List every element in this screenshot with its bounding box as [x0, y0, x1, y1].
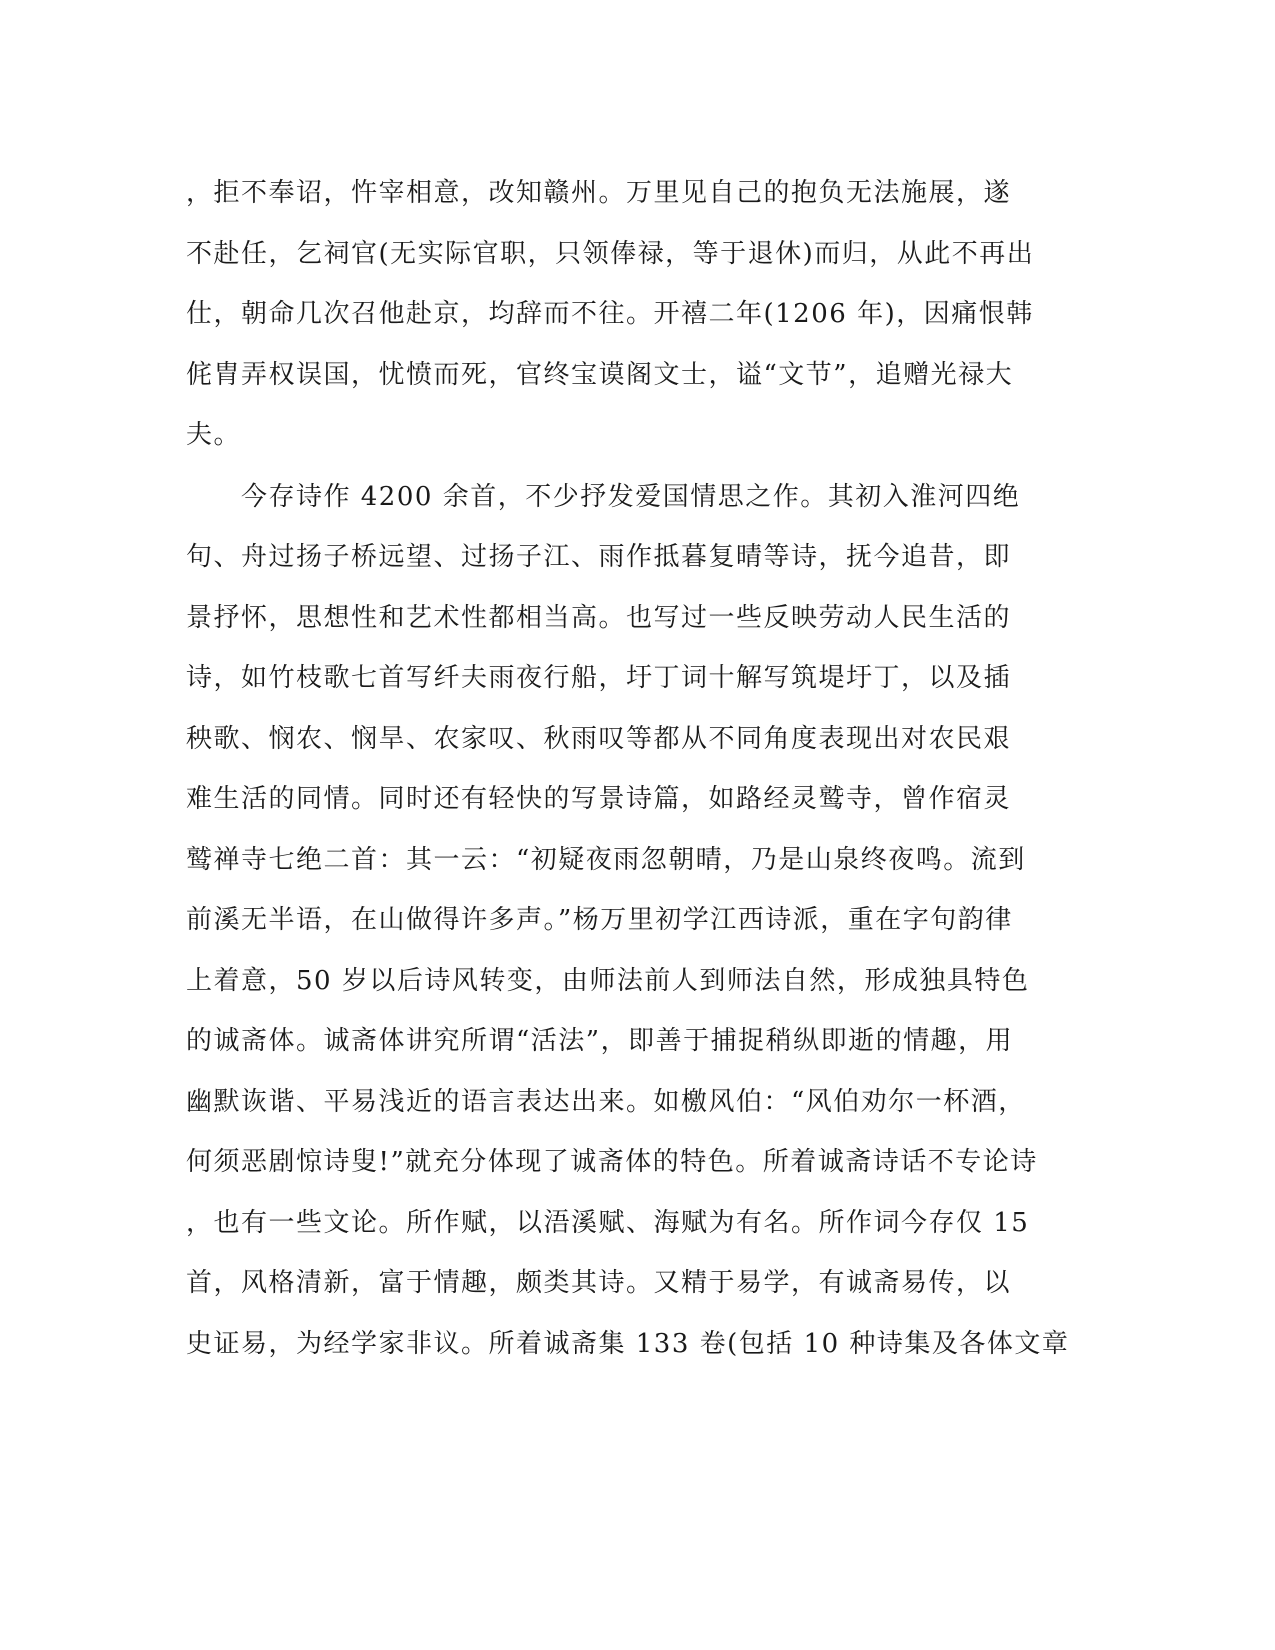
text-line: ，拒不奉诏，忤宰相意，改知赣州。万里见自己的抱负无法施展，遂 [186, 178, 1012, 208]
text-line: 何须恶剧惊诗叟!”就充分体现了诚斋体的特色。所着诚斋诗话不专论诗 [186, 1147, 1038, 1177]
text-line: 夫。 [186, 420, 242, 450]
text-line: 仕，朝命几次召他赴京，均辞而不往。开禧二年(1206 年)，因痛恨韩 [186, 299, 1034, 329]
text-line: 难生活的同情。同时还有轻快的写景诗篇，如路经灵鹫寺，曾作宿灵 [186, 784, 1012, 814]
text-line: 今存诗作 4200 余首，不少抒发爱国情思之作。其初入淮河四绝 [186, 481, 1021, 512]
text-line: ，也有一些文论。所作赋，以浯溪赋、海赋为有名。所作词今存仅 15 [186, 1207, 1030, 1238]
text-line: 上着意，50 岁以后诗风转变，由师法前人到师法自然，形成独具特色 [186, 965, 1030, 996]
text-line: 前溪无半语，在山做得许多声。”杨万里初学江西诗派，重在字句韵律 [186, 905, 1013, 935]
text-line: 诗，如竹枝歌七首写纤夫雨夜行船，圩丁词十解写筑堤圩丁，以及插 [186, 663, 1012, 693]
text-line: 首，风格清新，富于情趣，颇类其诗。又精于易学，有诚斋易传，以 [186, 1268, 1012, 1298]
text-line: 侂胄弄权误国，忧愤而死，官终宝谟阁文士，谥“文节”，追赠光禄大 [186, 359, 1014, 390]
text-line: 句、舟过扬子桥远望、过扬子江、雨作抵暮复晴等诗，抚今追昔，即 [186, 542, 1012, 572]
text-line: 幽默诙谐、平易浅近的语言表达出来。如檄风伯：“风伯劝尔一杯酒， [186, 1086, 1026, 1117]
text-line: 的诚斋体。诚斋体讲究所谓“活法”，即善于捕捉稍纵即逝的情趣，用 [186, 1026, 1014, 1056]
body-text [186, 163, 1086, 1374]
text-line: 景抒怀，思想性和艺术性都相当高。也写过一些反映劳动人民生活的 [186, 602, 1012, 633]
text-line: 史证易，为经学家非议。所着诚斋集 133 卷(包括 10 种诗集及各体文章 [186, 1328, 1070, 1359]
text-line: 鹫禅寺七绝二首：其一云：“初疑夜雨忽朝晴，乃是山泉终夜鸣。流到 [186, 844, 1026, 875]
text-line: 不赴任，乞祠官(无实际官职，只领俸禄，等于退休)而归，从此不再出 [186, 238, 1035, 269]
text-line: 秧歌、悯农、悯旱、农家叹、秋雨叹等都从不同角度表现出对农民艰 [186, 723, 1012, 754]
